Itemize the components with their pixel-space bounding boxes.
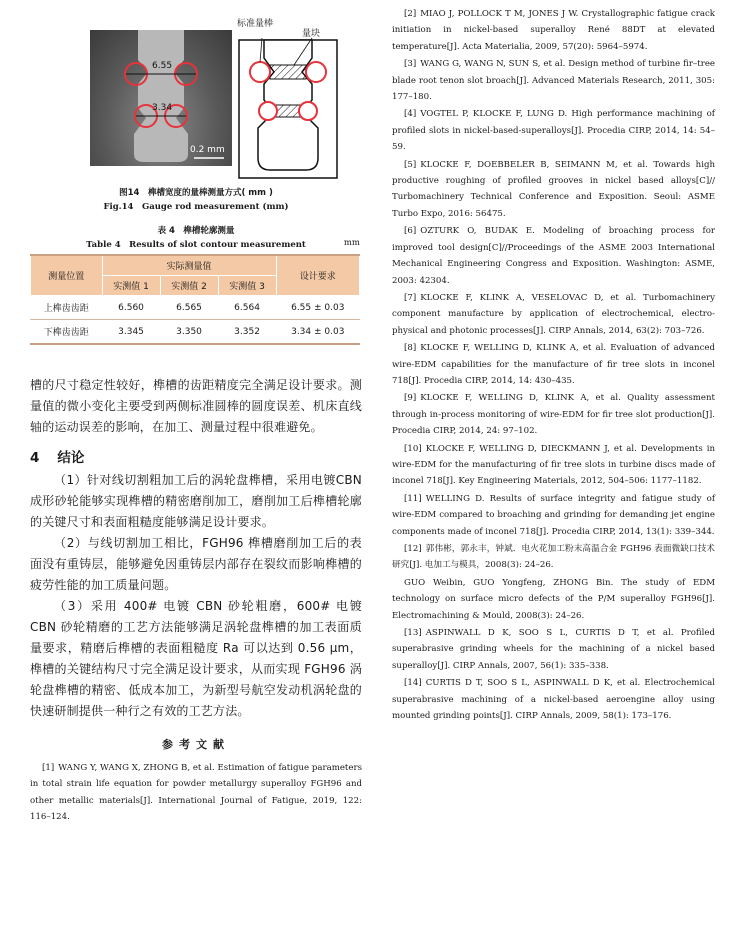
- references-heading: 参考文献: [162, 738, 230, 751]
- reference-item-translation: [392, 575, 715, 624]
- header-m2: 实测值 2: [160, 276, 218, 296]
- conclusion-3: （3）采用 400# 电镀 CBN 砂轮粗磨，600# 电镀 CBN 砂轮精磨的工艺方法能够满足涡轮盘榫槽的加工表面质量要求，精磨后榫槽的表面粗糙度 Ra 可以达到 0.56 μm，榫槽的关键结构尺寸完全满足设计要求，从而实现 FGH96 涡轮盘榫槽的精密、低成本加工，为新型号航空发动机涡轮盘的快速研制提供一种行之有效的工艺方法。: [30, 599, 362, 718]
- paragraph-continued: 槽的尺寸稳定性较好，榫槽的齿距精度完全满足设计要求。测量值的微小变化主要受到两侧标准圆棒的圆度误差、机床直线轴的运动误差的影响，在加工、测量过程中很难避免。: [30, 378, 362, 434]
- reference-item: [392, 290, 715, 339]
- table-unit: mm: [343, 238, 360, 248]
- cell-v3: 6.564: [218, 296, 276, 320]
- reference-item: [392, 106, 715, 155]
- header-requirement: 设计要求: [276, 255, 359, 296]
- reference-tag: [13]: [404, 628, 422, 639]
- label-block: 量块: [302, 29, 321, 39]
- cell-v3: 3.352: [218, 320, 276, 345]
- row-name: 下榫齿齿距: [31, 320, 103, 345]
- reference-tag: [1]: [42, 763, 55, 773]
- dim-label-bottom: 3.34: [152, 103, 173, 113]
- header-m1: 实测值 1: [102, 276, 160, 296]
- gauge-block-top: [270, 65, 306, 79]
- header-position: 测量位置: [31, 255, 103, 296]
- reference-item: [392, 541, 715, 574]
- table-caption-cn: 表 4 榫槽轮廓测量: [157, 226, 235, 236]
- schematic-drawing: [238, 30, 338, 180]
- reference-item: [392, 441, 715, 490]
- reference-tag: [3]: [404, 59, 417, 70]
- reference-item: [392, 340, 715, 389]
- schematic-rod-bl: [259, 102, 277, 120]
- reference-text: KLOCKE F, DOEBBELER B, SEIMANN M, et al. Towards high productive roughing of profiled grooves in nickel based alloys[C]// Turbomachinery Technical Conference and Exposition. Seoul: ASME Turbo Expo, 2016: 56475.: [392, 159, 715, 219]
- dim-label-top: 6.55: [152, 61, 173, 71]
- table-row: [31, 296, 360, 320]
- section-number: 4: [30, 450, 40, 466]
- reference-text: WELLING D. Results of surface integrity and fatigue study of wire-EDM compared to broaching and grinding for demanding jet engine components made of inconel 718[J]. Procedia CIRP, 2014, 13(1): 339–344.: [392, 493, 715, 537]
- slot-schematic: [238, 30, 338, 180]
- table-row: [31, 320, 360, 345]
- measurement-table: [30, 254, 360, 345]
- reference-text: WANG G, WANG N, SUN S, et al. Design method of turbine fir–tree blade root tenon slot broach[J]. Advanced Materials Research, 2011, 305: 177–180.: [392, 59, 715, 103]
- reference-item: [30, 760, 362, 826]
- reference-text: CURTIS D T, SOO S L, ASPINWALL D K, et al. Electrochemical superabrasive machining of a nickel-based aeroengine alloy using mounted grinding points[J]. CIRP Annals, 2009, 58(1): 173–176.: [392, 678, 715, 722]
- table-caption-en: [30, 238, 362, 250]
- reference-tag: [2]: [404, 9, 417, 19]
- reference-item: [392, 390, 715, 439]
- reference-tag: [6]: [404, 226, 417, 237]
- conclusion-1: （1）针对线切割粗加工后的涡轮盘榫槽，采用电镀CBN 成形砂轮能够实现榫槽的精密磨削加工，磨削加工后榫槽轮廓的关键尺寸和表面粗糙度能够满足设计要求。: [30, 473, 362, 529]
- reference-text: OZTURK O, BUDAK E. Modeling of broaching process for improved tool design[C]//Proceedings of the ASME 2003 International Mechanical Engineering Congress and Exposition. Washington: ASME, 2003: 42304.: [392, 226, 715, 286]
- reference-text: KLOCKE F, KLINK A, VESELOVAC D, et al. Turbomachinery component manufacture by application of electrochemical, electro-physical and photonic processes[J]. CIRP Annals, 2014, 63(2): 703–726.: [392, 292, 715, 336]
- schematic-rod-tr: [306, 62, 326, 82]
- reference-item: [392, 6, 715, 55]
- reference-text: VOGTEL P, KLOCKE F, LUNG D. High performance machining of profiled slots in nickel-based-superalloys[J]. Procedia CIRP, 2014, 14: 54–59.: [392, 109, 715, 153]
- label-rod: 标准量棒: [237, 19, 274, 29]
- reference-text: ASPINWALL D K, SOO S L, CURTIS D T, et al. Profiled superabrasive grinding wheels for the machining of a nickel based superalloy[J]. CIRP Annals, 2007, 56(1): 335–338.: [392, 628, 715, 671]
- reference-text: WANG Y, WANG X, ZHONG B, et al. Estimation of fatigue parameters in total strain life equation for powder metallurgy superalloy FGH96 and other metallic materials[J]. International Journal of Fatigue, 2019, 122: 116–124.: [30, 763, 362, 823]
- right-column: [392, 6, 715, 725]
- reference-item: [392, 56, 715, 105]
- schematic-rod-br: [299, 102, 317, 120]
- reference-tag: [5]: [404, 159, 417, 170]
- row-name: 上榫齿齿距: [31, 296, 103, 320]
- figure-14: [30, 19, 362, 182]
- reference-item: [392, 675, 715, 724]
- reference-tag: [11]: [404, 493, 422, 504]
- cell-req: 3.34 ± 0.03: [276, 320, 359, 345]
- cell-v2: 6.565: [160, 296, 218, 320]
- header-actual: 实际测量值: [102, 255, 276, 276]
- table-caption-en-text: Table 4 Results of slot contour measurement: [86, 240, 306, 250]
- reference-tag: [9]: [404, 393, 417, 404]
- reference-text: KLOCKE F, WELLING D, KLINK A, et al. Evaluation of advanced wire-EDM capabilities for the manufacture of fir tree slots in inconel 718[J]. Procedia CIRP, 2014, 14: 430–435.: [392, 343, 715, 386]
- cell-v1: 6.560: [102, 296, 160, 320]
- slot-photo: [90, 30, 232, 166]
- reference-tag: [12]: [404, 544, 422, 554]
- gauge-block-bottom: [276, 105, 300, 117]
- reference-item: [392, 625, 715, 674]
- figure-caption-en: Fig.14 Gauge rod measurement (mm): [103, 202, 289, 212]
- cell-v2: 3.350: [160, 320, 218, 345]
- section-heading: [30, 446, 362, 466]
- header-m3: 实测值 3: [218, 276, 276, 296]
- reference-tag: [8]: [404, 343, 417, 354]
- cell-v1: 3.345: [102, 320, 160, 345]
- reference-text: GUO Weibin, GUO Yongfeng, ZHONG Bin. The study of EDM technology on surface micro defects of the P/M superalloy FGH96[J]. Electromachining & Mould, 2008(3): 24–26.: [392, 577, 715, 621]
- reference-tag: [7]: [404, 292, 417, 303]
- reference-text: KLOCKE F, WELLING D, DIECKMANN J, et al. Developments in wire-EDM for the manufacturing of fir tree slots in turbine discs made of inconel 718[J]. Key Engineering Materials, 2012, 504–506: 1177–1182.: [392, 443, 715, 487]
- cell-req: 6.55 ± 0.03: [276, 296, 359, 320]
- reference-item: [392, 157, 715, 223]
- schematic-rod-tl: [250, 62, 270, 82]
- reference-tag: [10]: [404, 443, 422, 454]
- reference-tag: [14]: [404, 678, 422, 689]
- reference-text: KLOCKE F, WELLING D, KLINK A, et al. Quality assessment through in-process monitoring of wire-EDM for fir tree slot production[J]. Procedia CIRP, 2014, 24: 97–102.: [392, 393, 715, 437]
- left-column: [30, 19, 362, 827]
- conclusion-2: （2）与线切割加工相比，FGH96 榫槽磨削加工后的表面没有重铸层，能够避免因重铸层内部存在裂纹而影响榫槽的疲劳性能的加工质量问题。: [30, 536, 362, 592]
- section-title: 结论: [57, 450, 85, 466]
- reference-item: [392, 491, 715, 540]
- scale-label: 0.2 mm: [190, 145, 225, 155]
- slot-outline: [134, 30, 188, 162]
- reference-text: MIAO J, POLLOCK T M, JONES J W. Crystallographic fatigue crack initiation in nickel-based superalloy René 88DT at elevated temperature[J]. Acta Materialia, 2009, 57(20): 5964–5974.: [392, 9, 715, 52]
- figure-caption-cn: 图14 榫槽宽度的量棒测量方式( mm ): [119, 188, 273, 198]
- reference-text: 郭伟彬，郭永丰，钟斌．电火花加工粉末高温合金 FGH96 表面微缺口技术研究[J]. 电加工与模具，2008(3): 24–26.: [392, 544, 715, 571]
- reference-tag: [4]: [404, 109, 417, 120]
- reference-item: [392, 223, 715, 289]
